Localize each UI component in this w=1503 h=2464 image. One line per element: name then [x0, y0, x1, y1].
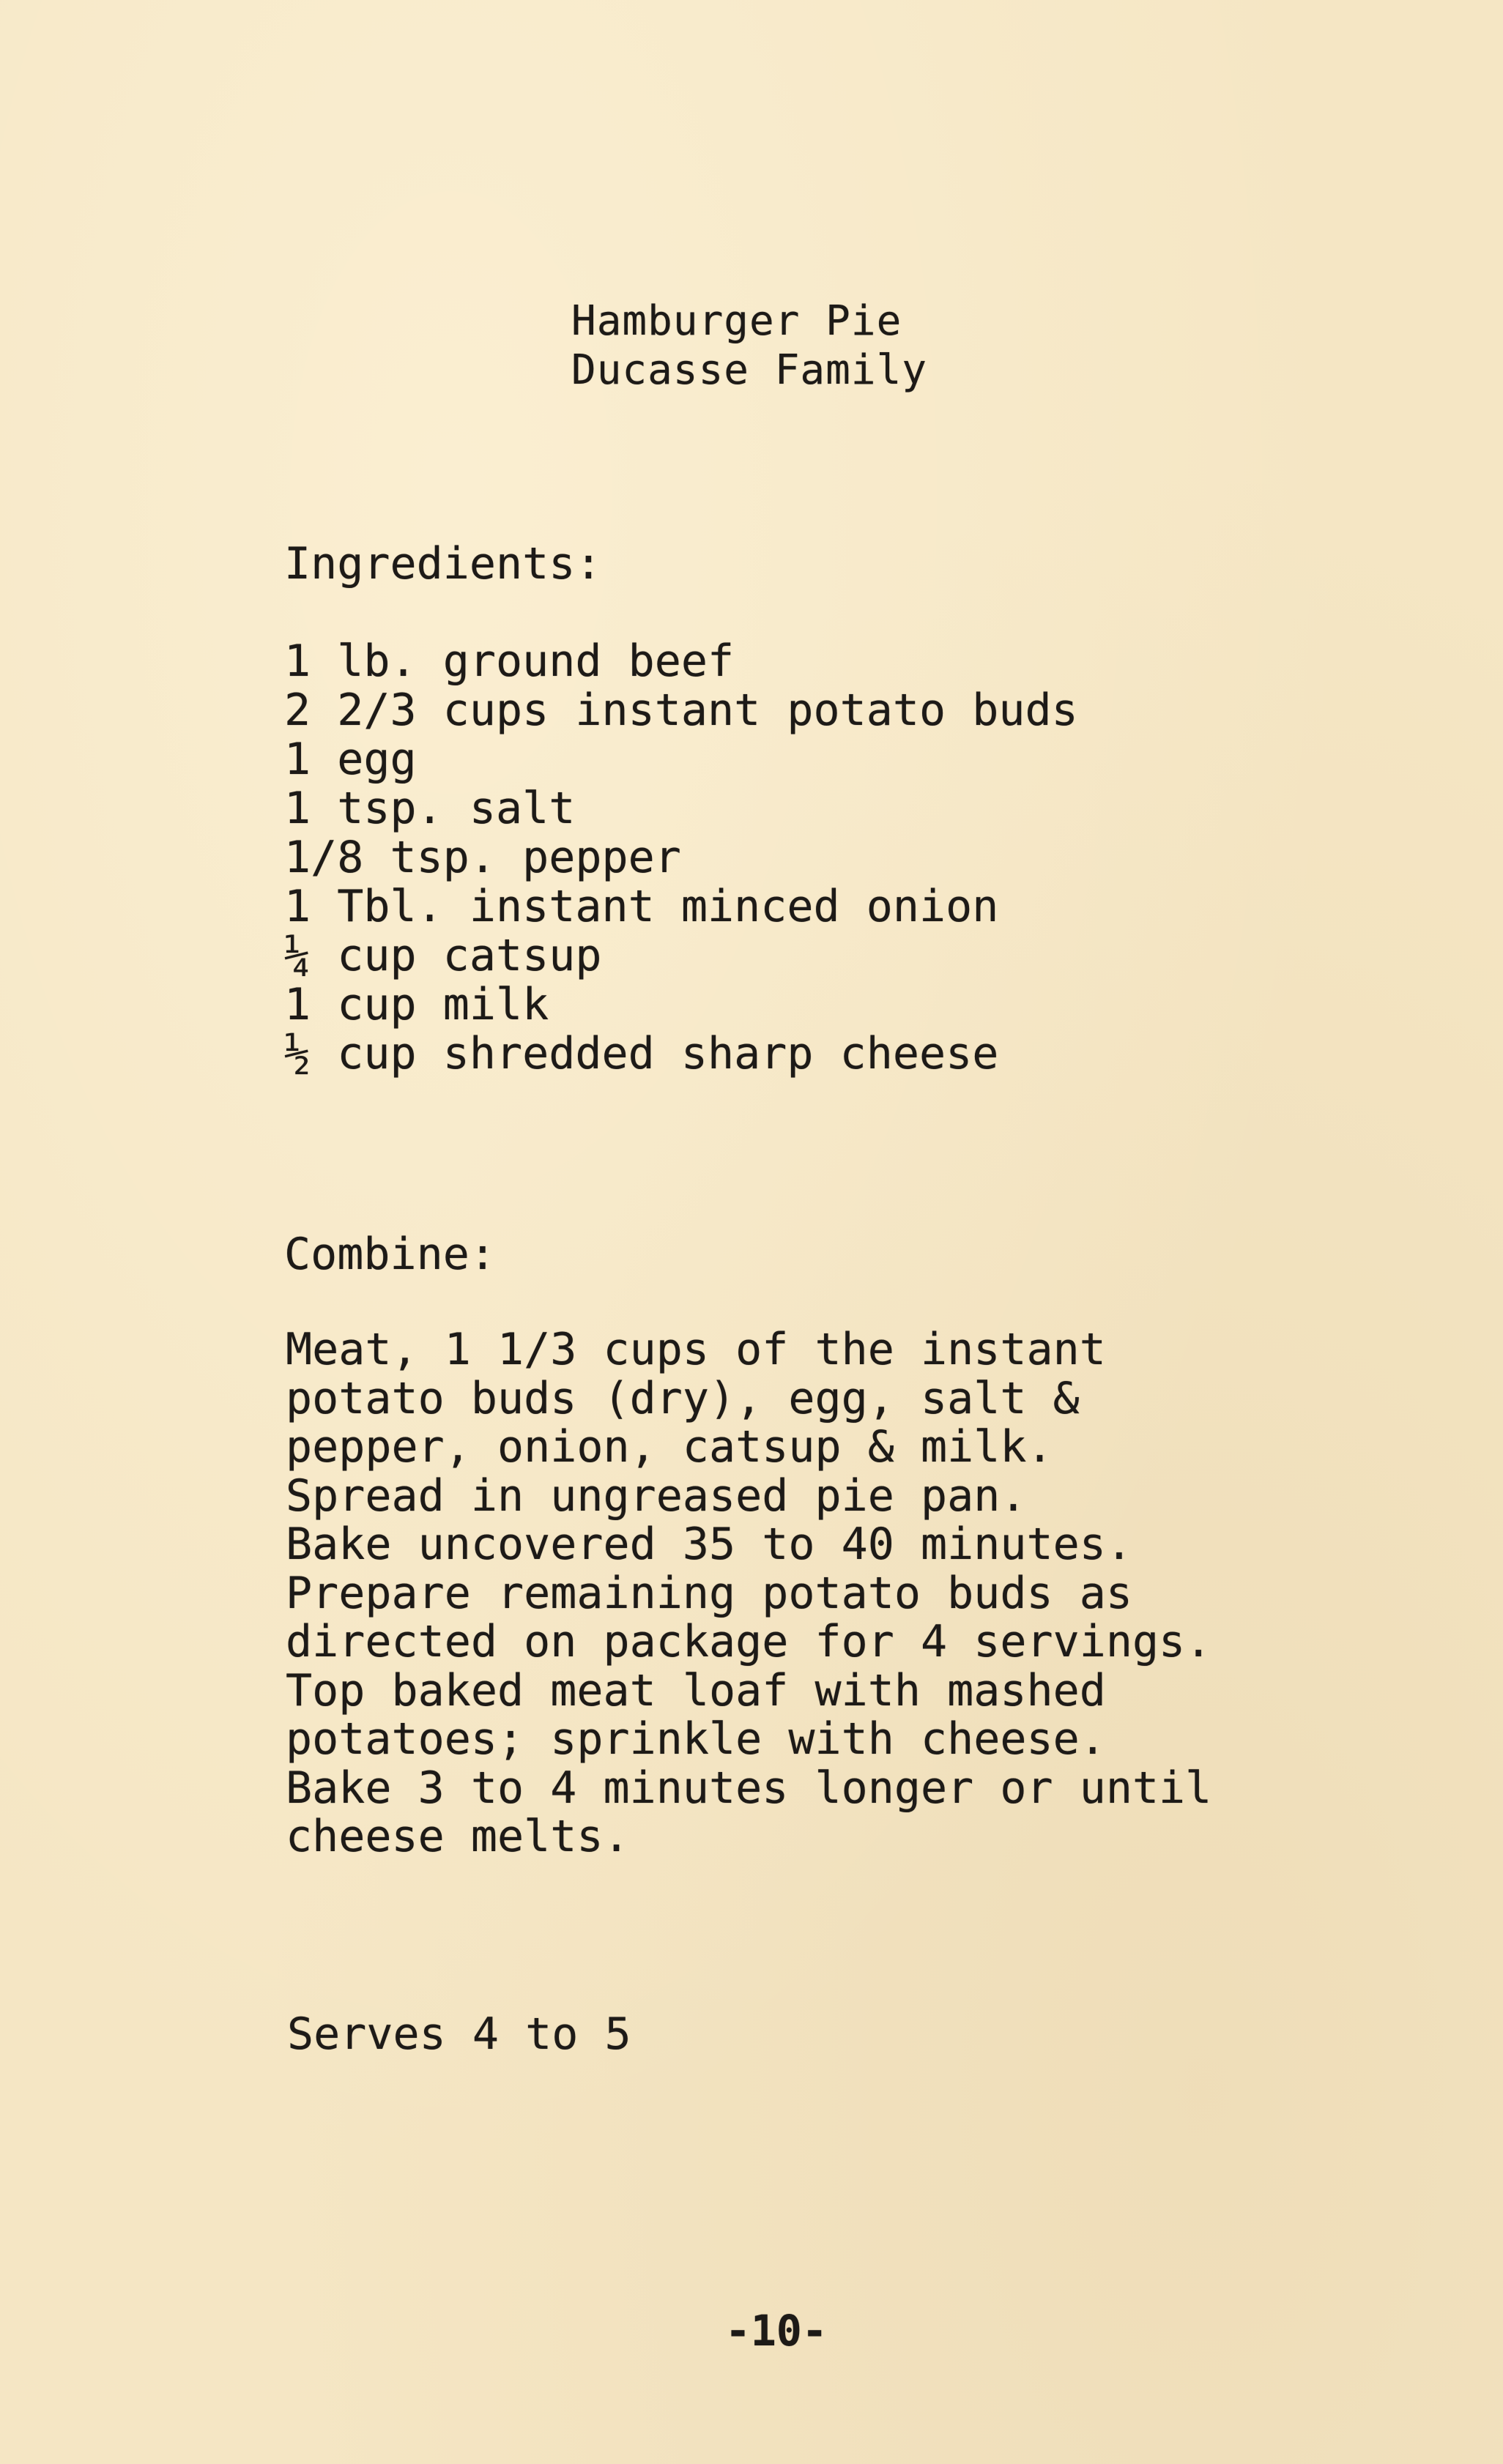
direction-line: Spread in ungreased pie pan.: [286, 1470, 1027, 1522]
ingredient-item: 1 lb. ground beef: [284, 636, 735, 687]
direction-line: potato buds (dry), egg, salt &: [286, 1372, 1080, 1424]
recipe-title: Hamburger Pie: [571, 297, 902, 345]
combine-heading: Combine:: [284, 1229, 496, 1280]
ingredient-item: 1 tsp. salt: [284, 783, 576, 834]
ingredient-item: 2 2/3 cups instant potato buds: [284, 685, 1078, 736]
ingredient-item: 1 cup milk: [284, 979, 549, 1030]
ingredients-heading: Ingredients:: [284, 538, 602, 589]
servings-note: Serves 4 to 5: [287, 2009, 631, 2060]
recipe-header: [571, 297, 927, 395]
ingredients-list: [284, 637, 1078, 1079]
page-number: -10-: [725, 2306, 828, 2356]
direction-line: Bake uncovered 35 to 40 minutes.: [286, 1519, 1132, 1570]
direction-line: pepper, onion, catsup & milk.: [286, 1421, 1053, 1473]
direction-line: Bake 3 to 4 minutes longer or until: [286, 1762, 1212, 1814]
ingredient-item: 1/8 tsp. pepper: [284, 832, 681, 883]
direction-line: potatoes; sprinkle with cheese.: [286, 1713, 1106, 1765]
ingredient-item: ½ cup shredded sharp cheese: [284, 1028, 999, 1079]
ingredient-item: ¼ cup catsup: [284, 930, 602, 981]
ingredient-item: 1 Tbl. instant minced onion: [284, 881, 999, 932]
direction-line: cheese melts.: [286, 1811, 630, 1862]
direction-line: Prepare remaining potato buds as: [286, 1567, 1132, 1619]
direction-line: Top baked meat loaf with mashed: [286, 1664, 1106, 1716]
direction-line: directed on package for 4 servings.: [286, 1616, 1212, 1667]
recipe-family: Ducasse Family: [571, 346, 928, 394]
ingredient-item: 1 egg: [284, 734, 417, 785]
directions-text: [286, 1325, 1211, 1861]
direction-line: Meat, 1 1/3 cups of the instant: [286, 1324, 1106, 1375]
